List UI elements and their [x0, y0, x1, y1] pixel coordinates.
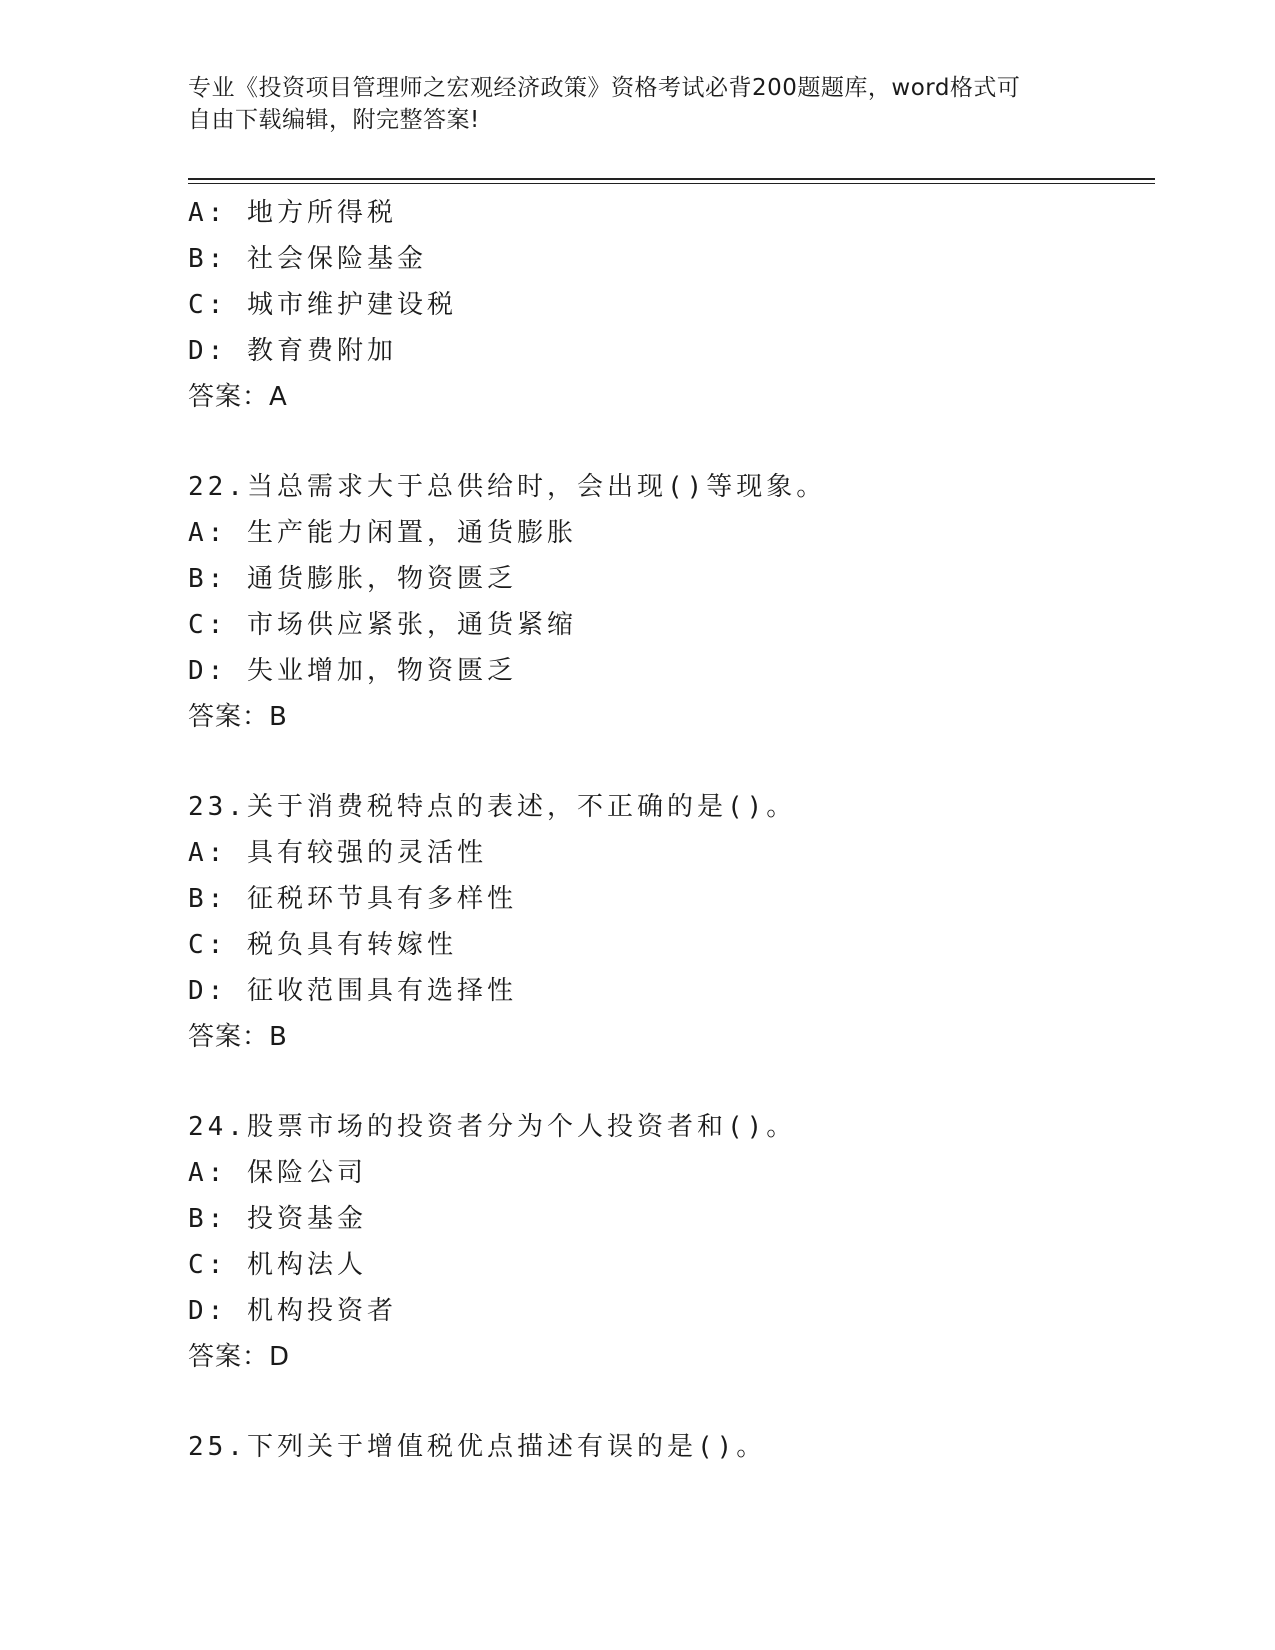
option-b: B: 社会保险基金	[188, 244, 427, 274]
answer-line: 答案：B	[188, 1022, 288, 1052]
option-d: D: 征收范围具有选择性	[188, 976, 517, 1006]
header-divider-thin	[188, 183, 1155, 184]
option-a: A: 地方所得税	[188, 198, 397, 228]
answer-line: 答案：B	[188, 702, 288, 732]
answer-line: 答案：A	[188, 382, 288, 412]
option-b: B: 通货膨胀，物资匮乏	[188, 564, 517, 594]
option-a: A: 保险公司	[188, 1158, 367, 1188]
header-line-2: 自由下载编辑，附完整答案!	[188, 107, 480, 133]
option-c: C: 机构法人	[188, 1250, 367, 1280]
option-d: D: 失业增加，物资匮乏	[188, 656, 517, 686]
document-header	[188, 72, 1088, 136]
question-text: 25.下列关于增值税优点描述有误的是()。	[188, 1432, 767, 1462]
question-text: 22.当总需求大于总供给时，会出现()等现象。	[188, 472, 827, 502]
question-22	[188, 464, 1148, 740]
option-b: B: 投资基金	[188, 1204, 367, 1234]
option-c: C: 市场供应紧张，通货紧缩	[188, 610, 577, 640]
question-24	[188, 1104, 1148, 1380]
question-21	[188, 190, 1148, 420]
header-line-1: 专业《投资项目管理师之宏观经济政策》资格考试必背200题题库，word格式可	[188, 75, 1021, 101]
answer-line: 答案：D	[188, 1342, 291, 1372]
question-list	[188, 190, 1148, 1514]
option-b: B: 征税环节具有多样性	[188, 884, 517, 914]
option-a: A: 具有较强的灵活性	[188, 838, 487, 868]
option-c: C: 税负具有转嫁性	[188, 930, 457, 960]
option-a: A: 生产能力闲置，通货膨胀	[188, 518, 577, 548]
question-25	[188, 1424, 1148, 1470]
option-c: C: 城市维护建设税	[188, 290, 457, 320]
option-d: D: 教育费附加	[188, 336, 397, 366]
question-text: 24.股票市场的投资者分为个人投资者和()。	[188, 1112, 797, 1142]
option-d: D: 机构投资者	[188, 1296, 397, 1326]
question-text: 23.关于消费税特点的表述，不正确的是()。	[188, 792, 797, 822]
header-divider-thick	[188, 178, 1155, 180]
question-23	[188, 784, 1148, 1060]
